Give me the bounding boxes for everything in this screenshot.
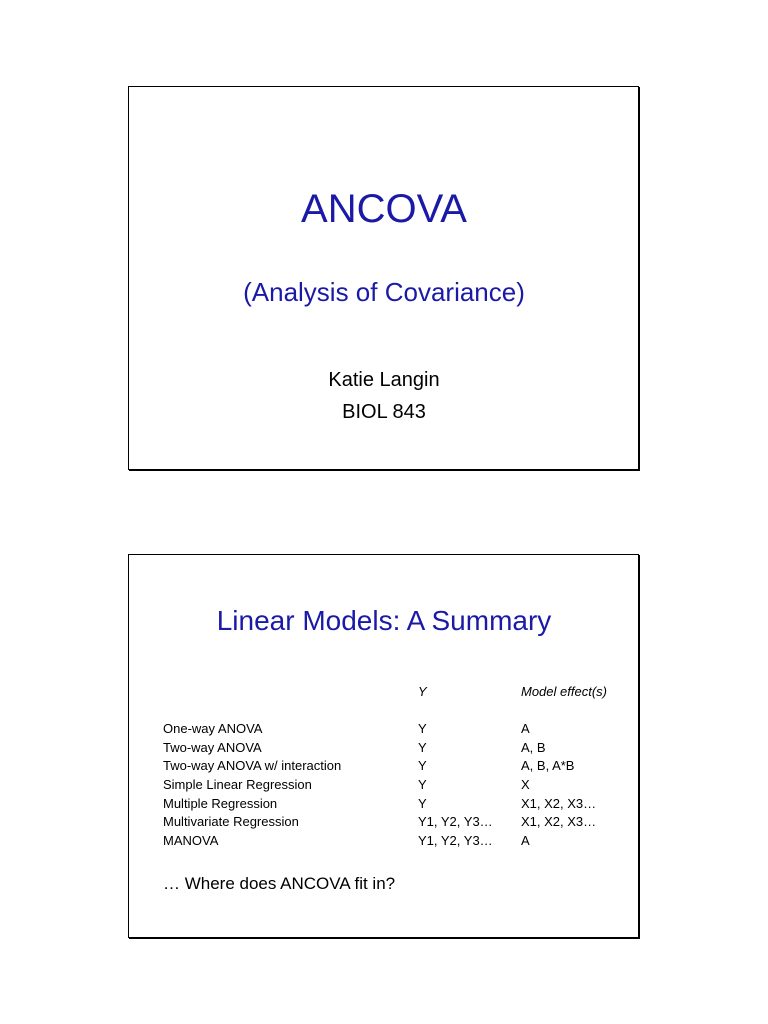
table-row-model: Two-way ANOVA w/ interaction xyxy=(163,758,342,773)
table-row-y: Y xyxy=(418,740,427,755)
table-row-effects: A xyxy=(521,721,530,736)
table-row-effects: A xyxy=(521,833,530,848)
author-name: Katie Langin xyxy=(328,369,440,391)
slide-title: ANCOVA xyxy=(301,187,467,231)
header-y: Y xyxy=(418,684,427,699)
table-row-model: Multiple Regression xyxy=(163,796,278,811)
table-row-effects: A, B xyxy=(521,740,546,755)
table-row-model: Two-way ANOVA xyxy=(163,740,262,755)
table-row-y: Y xyxy=(418,796,427,811)
table-row-effects: X xyxy=(521,777,530,792)
header-effects: Model effect(s) xyxy=(521,684,607,699)
table-row-effects: X1, X2, X3… xyxy=(521,814,597,829)
table-row-model: One-way ANOVA xyxy=(163,721,263,736)
summary-title: Linear Models: A Summary xyxy=(216,605,552,636)
table-row-effects: A, B, A*B xyxy=(521,758,575,773)
table-row-y: Y xyxy=(418,721,427,736)
table-row-model: Simple Linear Regression xyxy=(163,777,312,792)
table-row-model: Multivariate Regression xyxy=(163,814,299,829)
slide-subtitle: (Analysis of Covariance) xyxy=(243,277,525,307)
course-code: BIOL 843 xyxy=(342,401,426,423)
table-row-y: Y xyxy=(418,758,427,773)
table-row-effects: X1, X2, X3… xyxy=(521,796,597,811)
table-row-y: Y xyxy=(418,777,427,792)
table-row-y: Y1, Y2, Y3… xyxy=(418,833,493,848)
table-row-y: Y1, Y2, Y3… xyxy=(418,814,493,829)
summary-question: … Where does ANCOVA fit in? xyxy=(163,874,396,893)
table-row-model: MANOVA xyxy=(163,833,219,848)
